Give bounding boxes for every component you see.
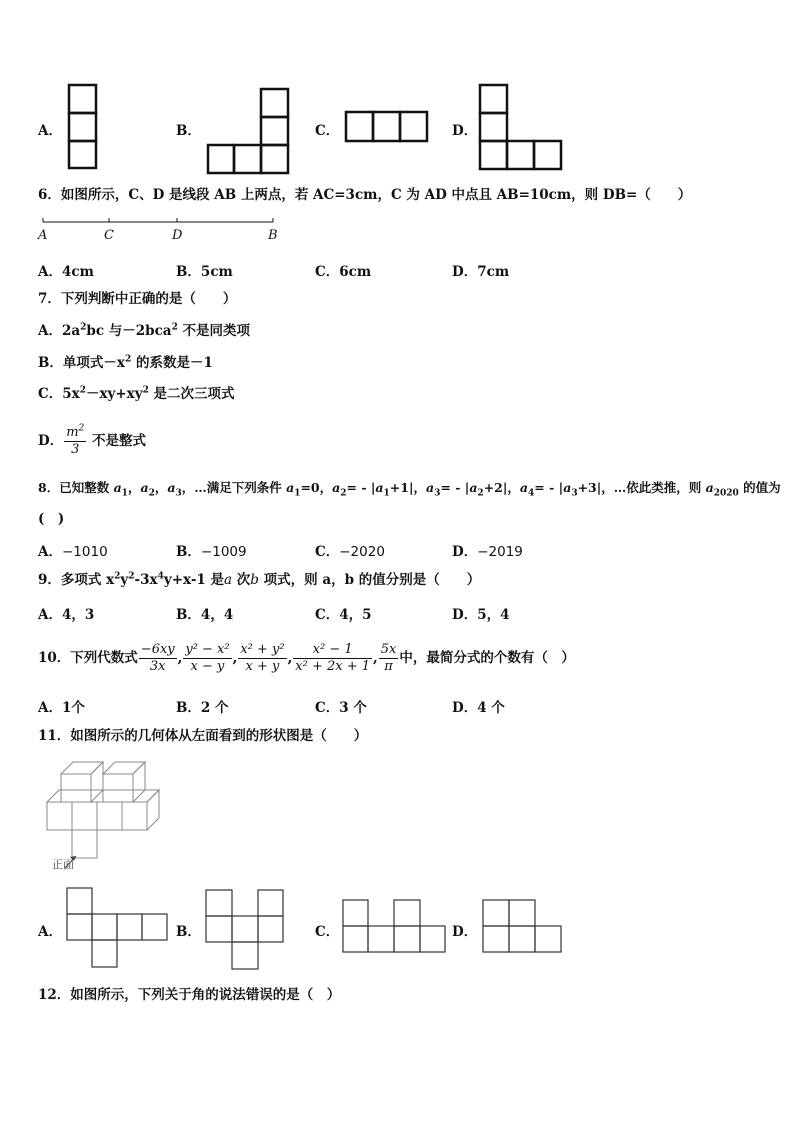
q6-option-a[interactable]: A．4cm — [38, 264, 94, 280]
q8-option-b[interactable]: B．−1009 — [176, 544, 247, 560]
q10-fraction-2: $\frac{\text{y² − x²}}{x - y}$ — [185, 642, 230, 674]
q8-option-d[interactable]: D．−2019 — [452, 544, 523, 560]
q11-option-b-figure — [205, 889, 285, 973]
q5-option-c-label: C． — [315, 123, 340, 139]
q11-front-label: 正面 — [52, 858, 74, 871]
q11-option-a-label: A． — [38, 924, 62, 940]
q12-stem: 12．如图所示，下列关于角的说法错误的是（ ） — [38, 987, 341, 1003]
q5-option-d-label: D． — [452, 123, 478, 139]
q11-stem: 11．如图所示的几何体从左面看到的形状图是（ ） — [38, 728, 368, 744]
q6-option-c[interactable]: C．6cm — [315, 264, 372, 280]
q6-point-a: A — [38, 228, 48, 243]
q10-option-c[interactable]: C．3 个 — [315, 700, 367, 716]
q10-fraction-5: $\frac{5x}{\pi}$ — [380, 642, 397, 674]
q9-option-d[interactable]: D．5，4 — [452, 607, 510, 623]
q10-stem: 10．下列代数式 $\frac{-6xy}{3x}$ , $\frac{\text{y² − x²}}{x - y}$ , $\frac{\text{x² + y²}}{x + y}$ , $\frac{\text{x² − 1}}{\text{x² + 2x + 1}}$ , $\frac{5x}{\pi}$ 中，最简分式的个数有（ ） — [38, 642, 575, 674]
q11-option-a-figure — [66, 887, 168, 971]
q6-segment-figure — [38, 215, 288, 247]
q10-fraction-4: $\frac{\text{x² − 1}}{\text{x² + 2x + 1}}$ — [295, 642, 371, 674]
q10-fraction-3: $\frac{\text{x² + y²}}{x + y}$ — [240, 642, 285, 674]
q6-option-b[interactable]: B．5cm — [176, 264, 233, 280]
q9-stem: 9．多项式 $x^2y^2-3x^4y+x-1$ 是a 次b 项式，则 a，b 的值分别是（ ） — [38, 571, 481, 588]
q8-option-a[interactable]: A．−1010 — [38, 544, 108, 560]
q6-option-d[interactable]: D．7cm — [452, 264, 510, 280]
q7-option-d-fraction: $\frac{m^2}{3}$ — [66, 423, 85, 457]
q7-option-b[interactable]: B．单项式$-x^2$ 的系数是－1 — [38, 354, 213, 371]
q5-option-d-figure — [479, 84, 563, 172]
q7-option-d[interactable]: D． $\frac{m^2}{3}$ 不是整式 — [38, 423, 146, 457]
q11-option-c-label: C． — [315, 924, 340, 940]
q5-option-c-figure — [345, 111, 429, 143]
q5-option-a-label: A． — [38, 123, 62, 139]
q6-point-c: C — [104, 228, 114, 243]
q11-option-b-label: B． — [176, 924, 201, 940]
q6-stem: 6．如图所示，C、D 是线段 AB 上两点，若 AC=3cm，C 为 AD 中点且 AB=10cm，则 DB=（ ） — [38, 187, 692, 203]
q10-fraction-1: $\frac{-6xy}{3x}$ — [140, 642, 175, 674]
q10-option-d[interactable]: D．4 个 — [452, 700, 505, 716]
q10-option-a[interactable]: A．1个 — [38, 700, 85, 716]
q8-stem-line1: 8．已知整数 $a_1$，$a_2$，$a_3$，…满足下列条件 $a_1=0$，$a_2= - |a_1+1|$，$a_3= - |a_2+2|$，$a_4= - |a_3+3|$，…依此类推，则 $a_{2020}$ 的值为 — [38, 480, 781, 499]
q5-option-a-figure — [68, 84, 98, 170]
q5-option-b-figure — [207, 88, 291, 176]
q11-option-d-label: D． — [452, 924, 478, 940]
q9-option-a[interactable]: A．4，3 — [38, 607, 95, 623]
q8-option-c[interactable]: C．−2020 — [315, 544, 385, 560]
q6-point-b: B — [268, 228, 278, 243]
q9-option-c[interactable]: C．4，5 — [315, 607, 372, 623]
q11-option-d-figure — [482, 899, 564, 955]
q7-option-c[interactable]: C．$5x^2-xy+xy^2$ 是二次三项式 — [38, 385, 235, 402]
q11-solid-figure — [45, 756, 170, 871]
q5-option-b-label: B． — [176, 123, 201, 139]
q9-option-b[interactable]: B．4，4 — [176, 607, 234, 623]
q6-point-d: D — [172, 228, 183, 243]
q7-stem: 7．下列判断中正确的是（ ） — [38, 291, 237, 307]
q10-option-b[interactable]: B．2 个 — [176, 700, 229, 716]
q8-stem-line2: ( ) — [38, 511, 65, 527]
q11-option-c-figure — [342, 899, 448, 955]
q7-option-a[interactable]: A．$2a^2bc$ 与－2bca$^2$ 不是同类项 — [38, 322, 251, 339]
